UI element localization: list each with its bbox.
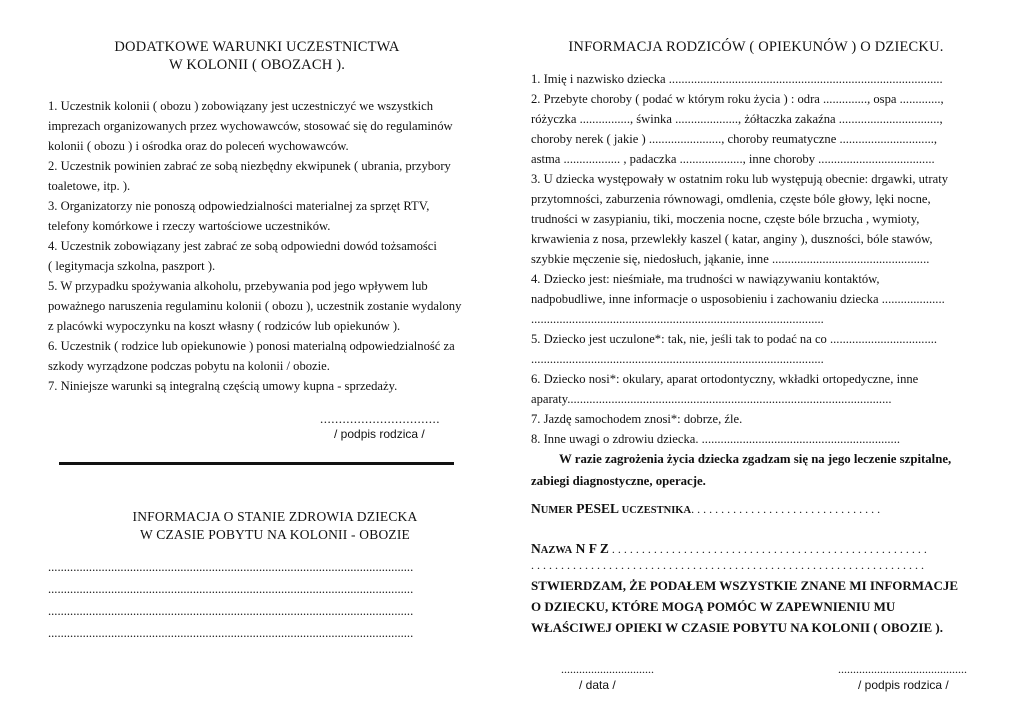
form-line: choroby nerek ( jakie ) ......................., choroby reumatyczne .............................., xyxy=(531,132,938,146)
health-title-line2: W CZASIE POBYTU NA KOLONII - OBOZIE xyxy=(140,527,410,542)
health-notes[interactable] xyxy=(48,556,494,644)
health-dotted-line: .................................................................................................................... xyxy=(48,560,414,574)
form-line: przytomności, zaburzenia równowagi, omdlenia, częste bóle głowy, lęki nocne, xyxy=(531,192,931,206)
rule-line: 4. Uczestnik zobowiązany jest zabrać ze sobą odpowiedni dowód tożsamości xyxy=(48,239,437,253)
date-dots: ............................... xyxy=(561,662,654,676)
form-line: 3. U dziecka występowały w ostatnim roku lub występują obecnie: drgawki, utraty xyxy=(531,172,949,186)
rule-line: 6. Uczestnik ( rodzice lub opiekunowie ) ponosi materialną odpowiedzialność za xyxy=(48,339,455,353)
form-line: szybkie męczenie się, niedosłuch, jąkanie, inne .................................................. xyxy=(531,252,930,266)
form-line: 4. Dziecko jest: nieśmiałe, ma trudności w nawiązywaniu kontaktów, xyxy=(531,272,880,286)
parents-info-form[interactable] xyxy=(531,69,981,449)
health-dotted-line: .................................................................................................................... xyxy=(48,604,414,618)
statement-line: WŁAŚCIWEJ OPIEKI W CZASIE POBYTU NA KOLONII ( OBOZIE ). xyxy=(531,620,943,635)
conditions-title-line2: W KOLONII ( OBOZACH ). xyxy=(168,57,346,73)
pesel-label-pesel: PESEL xyxy=(572,501,622,516)
conditions-title-line1: DODATKOWE WARUNKI UCZESTNICTWA xyxy=(114,39,400,55)
form-line: 6. Dziecko nosi*: okulary, aparat ortodontyczny, wkładki ortopedyczne, inne xyxy=(531,372,919,386)
parents-info-title: INFORMACJA RODZICÓW ( OPIEKUNÓW ) O DZIECKU. xyxy=(568,39,944,55)
form-line: ............................................................................................. xyxy=(531,352,824,366)
form-line: różyczka ................, świnka ...................., żółtaczka zakaźna ................................, xyxy=(531,112,943,126)
form-line: 5. Dziecko jest uczulone*: tak, nie, jeśli tak to podać na co .................................. xyxy=(531,332,938,346)
health-dotted-line: .................................................................................................................... xyxy=(48,626,414,640)
date-label: / data / xyxy=(579,678,616,692)
health-title xyxy=(44,508,506,544)
nfz-dots: . . . . . . . . . . . . . . . . . . . . . . . . . . . . . . . . . . . . . . . . . . . . . . . . . . . . . xyxy=(608,542,927,556)
nfz-field[interactable] xyxy=(531,540,981,558)
statement-line: STWIERDZAM, ŻE PODAŁEM WSZYSTKIE ZNANE MI INFORMACJE xyxy=(531,578,959,593)
nfz-label-azwa: AZWA xyxy=(540,545,573,556)
signature-dots: ................................ xyxy=(320,411,440,426)
consent-line1: W razie zagrożenia życia dziecka zgadzam się na jego leczenie szpitalne, xyxy=(559,452,952,466)
statement-line: O DZIECKU, KTÓRE MOGĄ POMÓC W ZAPEWNIENIU MU xyxy=(531,599,896,614)
rule-line: 3. Organizatorzy nie ponoszą odpowiedzialności materialnej za sprzęt RTV, xyxy=(48,199,430,213)
nfz-label-code: N F Z xyxy=(572,541,609,556)
section-divider xyxy=(59,462,454,465)
rule-line: toaletowe, itp. ). xyxy=(48,179,131,193)
rule-line: 1. Uczestnik kolonii ( obozu ) zobowiązany jest uczestniczyć we wszystkich xyxy=(48,99,434,113)
signature-label: / podpis rodzica / xyxy=(334,427,425,441)
pesel-field[interactable] xyxy=(531,500,981,518)
nfz-dots-line2: . . . . . . . . . . . . . . . . . . . . . . . . . . . . . . . . . . . . . . . . . . . . . . . . . . . . . . . . . . . . . . . . . . xyxy=(531,558,924,572)
rule-line: kolonii ( obozu ) i ośrodka oraz do poleceń wychowawców. xyxy=(48,139,349,153)
form-line: aparaty....................................................................................................... xyxy=(531,392,892,406)
rule-line: telefony komórkowe i rzeczy wartościowe uczestników. xyxy=(48,219,331,233)
form-line: trudności w zasypianiu, tiki, moczenia nocne, częste bóle brzucha , wymioty, xyxy=(531,212,920,226)
rule-line: szkody wyrządzone podczas pobytu na kolonii / obozie. xyxy=(48,359,330,373)
form-line: 2. Przebyte choroby ( podać w którym roku życia ) : odra .............., ospa ............., xyxy=(531,92,944,106)
form-line: krwawienia z nosa, przewlekły kaszel ( katar, anginy ), duszności, bóle stawów, xyxy=(531,232,933,246)
rule-line: imprezach organizowanych przez wychowawców, stosować się do regulaminów xyxy=(48,119,453,133)
conditions-title xyxy=(44,38,470,74)
parent-signature-dots: ........................................... xyxy=(838,662,967,676)
form-line: nadpobudliwe, inne informacje o usposobieniu i zachowaniu dziecka .................... xyxy=(531,292,945,306)
declaration-statement xyxy=(531,575,981,638)
pesel-dots: . . . . . . . . . . . . . . . . . . . . . . . . . . . . . . . . xyxy=(691,502,881,516)
rule-line: ( legitymacja szkolna, paszport ). xyxy=(48,259,216,273)
form-line: ............................................................................................. xyxy=(531,312,824,326)
pesel-label-uczestnika: UCZESTNIKA xyxy=(621,505,692,516)
consent-text xyxy=(531,448,981,492)
pesel-label-umer: UMER xyxy=(540,505,573,516)
parent-signature-label: / podpis rodzica / xyxy=(858,678,949,692)
health-dotted-line: .................................................................................................................... xyxy=(48,582,414,596)
form-line: astma .................. , padaczka ...................., inne choroby ..................................... xyxy=(531,152,935,166)
form-line: 8. Inne uwagi o zdrowiu dziecka. ............................................................... xyxy=(531,432,901,446)
conditions-rules xyxy=(48,96,498,396)
form-line: 7. Jazdę samochodem znosi*: dobrze, źle. xyxy=(531,412,743,426)
rule-line: 7. Niniejsze warunki są integralną częścią umowy kupna - sprzedaży. xyxy=(48,379,398,393)
rule-line: 5. W przypadku spożywania alkoholu, przebywania pod jego wpływem lub xyxy=(48,279,428,293)
pesel-label-n: N xyxy=(531,501,541,516)
rule-line: z placówki wypoczynku na koszt własny ( rodziców lub opiekunów ). xyxy=(48,319,401,333)
consent-line2: zabiegi diagnostyczne, operacje. xyxy=(531,474,706,488)
nfz-label-n: N xyxy=(531,541,541,556)
form-line: 1. Imię i nazwisko dziecka ....................................................................................... xyxy=(531,72,943,86)
rule-line: 2. Uczestnik powinien zabrać ze sobą niezbędny ekwipunek ( ubrania, przybory xyxy=(48,159,451,173)
health-title-line1: INFORMACJA O STANIE ZDROWIA DZIECKA xyxy=(132,509,418,524)
rule-line: poważnego naruszenia regulaminu kolonii ( obozu ), uczestnik zostanie wydalony xyxy=(48,299,462,313)
